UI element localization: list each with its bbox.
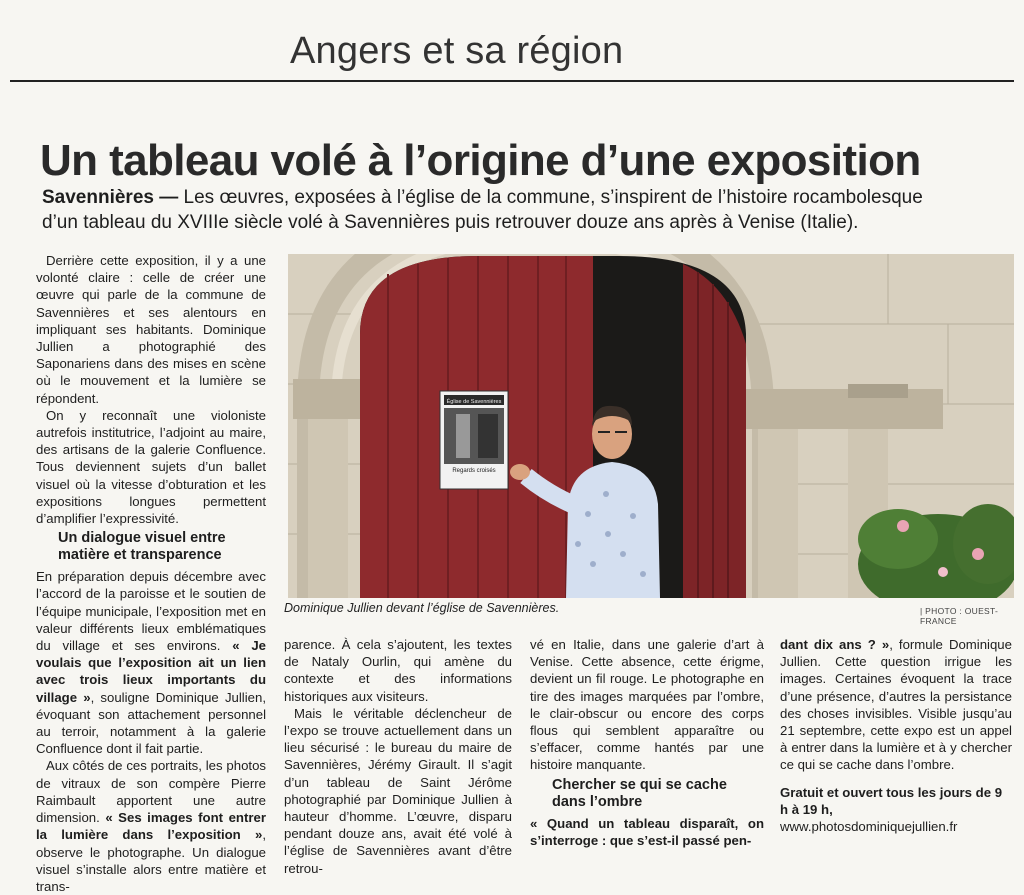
article-column-4 (780, 636, 1012, 835)
photo-credit: | PHOTO : OUEST-FRANCE (920, 606, 999, 626)
poster-text: Regards croisés (452, 468, 496, 474)
paragraph: Aux côtés de ces portraits, les photos de vitraux de son compère Pierre Raimbault apportent une autre dimension. « Ses images font entrer la lumière dans l’exposition », observe le photographe. Un dialogue visuel s’installe alors entre matière et trans- (36, 758, 266, 894)
article-lead (42, 186, 962, 235)
article-photo (288, 254, 1014, 598)
subheading: Un dialogue visuel entre matière et transparence (58, 530, 226, 564)
practical-info: Gratuit et ouvert tous les jours de 9 h à 19 h, www.photosdominiquejullien.fr (780, 784, 1003, 835)
paragraph: dant dix ans ? », formule Dominique Jullien. Cette question irrigue les images. Certaines évoquent la trace d’une présence, d’autres la persistance des choses invisibles. Visible jusqu’au 21 septembre, cette expo est un appel à entrer dans la lumière et à y chercher ce qui se cache dans l’ombre. (780, 637, 1012, 773)
article-column-1 (36, 252, 266, 895)
quote: « Quand un tableau disparaît, on s’interroge : que s’est-il passé pen- (530, 815, 764, 848)
paragraph: En préparation depuis décembre avec l’accord de la paroisse et le soutien de l’équipe municipale, l’exposition met en valeur différents lieux emblématiques du village et ses environs. « Je voulais que l’exposition ait un lien avec trois lieux importants du village », souligne Dominique Jullien, évoquant son attachement personnel au terroir, notamment à la galerie Confluence dont il fait partie. (36, 569, 267, 757)
paragraph: parence. À cela s’ajoutent, les textes de Nataly Ourlin, qui amène du contexte et des informations historiques aux visiteurs. (284, 637, 512, 704)
quote: « Ses images font entrer la lumière dans l’exposition » (36, 810, 266, 843)
article-headline: Un tableau volé à l’origine d’une exposition (40, 136, 921, 185)
poster-title: Église de Savennières (446, 399, 502, 405)
subheading: Chercher se qui se cache dans l’ombre (552, 776, 727, 810)
paragraph: On y reconnaît une violoniste autrefois institutrice, l’adjoint au maire, des artisans de la galerie Confluence. Tous deviennent sujets d’un ballet visuel où la vitesse d’obturation et les expositions longues permettent d’amplifier l’expressivité. (36, 407, 266, 527)
church-door-illustration (288, 254, 1014, 598)
article-column-3 (530, 636, 764, 849)
quote: dant dix ans ? » (780, 637, 890, 652)
paragraph: Derrière cette exposition, il y a une volonté claire : celle de créer une œuvre qui parle de la commune de Savennières et ses alentours en impliquant ses habitants. Dominique Jullien a photographié des Saponariens dans des mises en scène où le mouvement et la lumière se répondent. (36, 253, 266, 406)
quote: « Je voulais que l’exposition ait un lien avec trois lieux importants du village » (36, 638, 267, 705)
lead-location: Savennières — (42, 187, 184, 208)
paragraph: Mais le véritable déclencheur de l’expo se trouve actuellement dans un lieu sécurisé : le bureau du maire de Savennières, Jérémy Girault. Il s’agit d’un tableau de Saint Jérôme photographié par Dominique Jullien à hauteur d’homme. L’œuvre, disparu pendant douze ans, avait été volé à l’église de Savennières avant d’être retrou- (284, 705, 512, 876)
photo-caption: Dominique Jullien devant l’église de Savennières. (284, 601, 560, 615)
paragraph: vé en Italie, dans une galerie d’art à Venise. Cette absence, cette érigme, devient un fil rouge. Le photographe en tire des images marquées par l’ombre, le clair-obscur ou encore des corps flous qui semblent apparaître ou s’effacer, comme hantés par une histoire manquante. (530, 637, 764, 773)
section-title: Angers et sa région (290, 30, 624, 72)
article-column-2 (284, 636, 512, 877)
paragraph (530, 815, 764, 849)
lead-text: Les œuvres, exposées à l’église de la commune, s’inspirent de l’histoire rocambolesque d’un tableau du XVIIIe siècle volé à Savennières puis retrouver douze ans après à Venise (Italie). (42, 187, 923, 233)
section-rule (10, 80, 1014, 82)
